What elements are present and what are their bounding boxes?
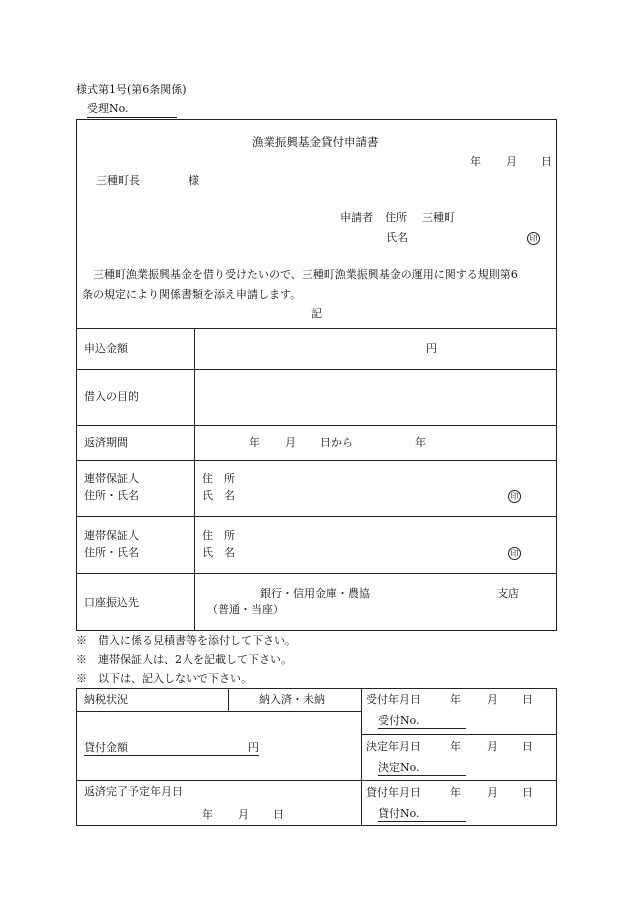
guarantor2-name-label: 氏 名 — [202, 546, 235, 559]
decision-no-label: 決定No. — [378, 761, 420, 774]
receipt-date-label: 受付年月日 — [366, 693, 421, 706]
receipt-no-label: 受付No. — [378, 714, 420, 727]
loan-date-label: 貸付年月日 — [366, 786, 421, 799]
guarantor2-address-label: 住 所 — [202, 529, 235, 542]
account-types: （普通・当座） — [207, 603, 284, 616]
decision-month: 月 — [487, 740, 498, 753]
decision-date-label: 決定年月日 — [366, 740, 421, 753]
date-day: 日 — [541, 155, 552, 168]
ki-marker: 記 — [311, 307, 322, 320]
guarantor1-address-label: 住 所 — [202, 472, 235, 485]
date-year: 年 — [470, 155, 481, 168]
application-table — [76, 119, 557, 631]
form-number: 様式第1号(第6条関係) — [76, 83, 187, 96]
loan-amount-unit: 円 — [248, 741, 259, 754]
loan-amount-label: 貸付金額 — [84, 741, 128, 754]
receipt-year: 年 — [450, 693, 461, 706]
receipt-number-line — [87, 117, 177, 118]
decision-year: 年 — [450, 740, 461, 753]
request-body-line2: 条の規定により関係書類を添え申請します。 — [82, 288, 302, 301]
amount-label: 申込金額 — [84, 342, 128, 355]
period-label: 返済期間 — [84, 436, 128, 449]
receipt-number-label: 受理No. — [87, 102, 129, 115]
tax-status-label: 納税状況 — [84, 693, 128, 706]
guarantor2-label-line2: 住所・氏名 — [84, 546, 139, 559]
date-month: 月 — [506, 155, 517, 168]
repay-complete-label: 返済完了予定年月日 — [84, 785, 183, 798]
tax-status-options: 納入済・未納 — [259, 693, 325, 706]
note-2: ※ 連帯保証人は、2人を記載して下さい。 — [76, 653, 292, 666]
bank-branch: 支店 — [497, 587, 519, 600]
applicant-seal-icon: 印 — [527, 232, 540, 245]
period-years: 年 — [415, 436, 426, 449]
loan-month: 月 — [487, 786, 498, 799]
receipt-no-line — [378, 728, 466, 729]
applicant-address-value: 三種町 — [422, 211, 455, 224]
period-month: 月 — [285, 436, 296, 449]
receipt-day: 日 — [522, 693, 533, 706]
guarantor2-label-line1: 連帯保証人 — [84, 529, 139, 542]
period-from: 日から — [320, 436, 353, 449]
request-body-line1: 三種町漁業振興基金を借り受けたいので、三種町漁業振興基金の運用に関する規則第6 — [93, 268, 518, 281]
bank-types: 銀行・信用金庫・農協 — [260, 587, 370, 600]
guarantor1-label-line2: 住所・氏名 — [84, 489, 139, 502]
purpose-label: 借入の目的 — [84, 390, 139, 403]
repay-day: 日 — [273, 808, 284, 821]
bank-label: 口座振込先 — [84, 596, 139, 609]
document-title: 漁業振興基金貸付申請書 — [252, 135, 379, 149]
guarantor1-label-line1: 連帯保証人 — [84, 472, 139, 485]
repay-year: 年 — [202, 808, 213, 821]
office-use-table — [76, 688, 557, 826]
note-1: ※ 借入に係る見積書等を添付して下さい。 — [76, 634, 296, 647]
decision-no-line — [378, 775, 466, 776]
addressee: 三種町長 — [96, 174, 140, 187]
guarantor1-seal-icon: 印 — [508, 490, 521, 503]
loan-no-line — [378, 821, 466, 822]
guarantor1-name-label: 氏 名 — [202, 489, 235, 502]
loan-year: 年 — [450, 786, 461, 799]
guarantor2-seal-icon: 印 — [508, 547, 521, 560]
decision-day: 日 — [522, 740, 533, 753]
loan-amount-line — [84, 755, 259, 756]
loan-no-label: 貸付No. — [378, 807, 420, 820]
amount-unit: 円 — [426, 342, 437, 355]
addressee-honorific: 様 — [188, 174, 199, 187]
receipt-month: 月 — [487, 693, 498, 706]
loan-day: 日 — [522, 786, 533, 799]
applicant-address-label: 住所 — [385, 211, 407, 224]
applicant-name-label: 氏名 — [386, 231, 408, 244]
note-3: ※ 以下は、記入しないで下さい。 — [76, 672, 252, 685]
applicant-label: 申請者 — [340, 211, 373, 224]
repay-month: 月 — [238, 808, 249, 821]
period-year: 年 — [249, 436, 260, 449]
